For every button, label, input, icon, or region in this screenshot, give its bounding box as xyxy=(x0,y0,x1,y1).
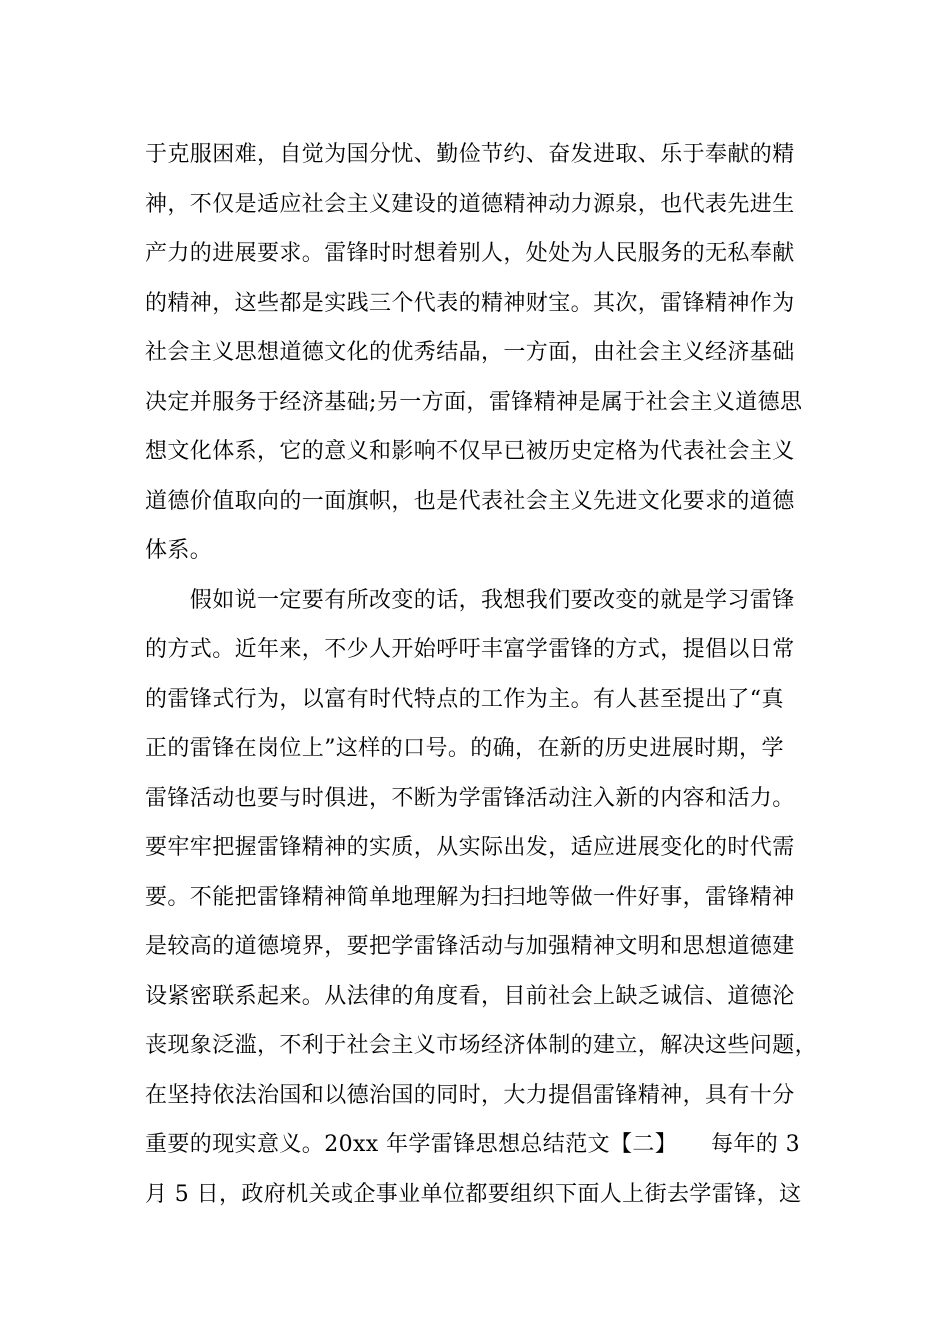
text-line: 社会主义思想道德文化的优秀结晶，一方面，由社会主义经济基础 xyxy=(145,340,795,365)
text-line: 是较高的道德境界，要把学雷锋活动与加强精神文明和思想道德建 xyxy=(145,934,795,959)
text-line: 的精神，这些都是实践三个代表的精神财宝。其次，雷锋精神作为 xyxy=(145,290,795,316)
paragraph-start-line: 假如说一定要有所改变的话，我想我们要改变的就是学习雷锋 xyxy=(145,587,795,613)
text-line: 神，不仅是适应社会主义建设的道德精神动力源泉，也代表先进生 xyxy=(145,191,795,217)
text-line: 要牢牢把握雷锋精神的实质，从实际出发，适应进展变化的时代需 xyxy=(145,835,795,860)
body-text xyxy=(145,130,825,1219)
text-line: 决定并服务于经济基础;另一方面，雷锋精神是属于社会主义道德思 xyxy=(145,389,803,415)
text-line: 雷锋活动也要与时俱进，不断为学雷锋活动注入新的内容和活力。 xyxy=(145,785,795,811)
text-line: 重要的现实意义。20xx 年学雷锋思想总结范文【二】 每年的 3 xyxy=(145,1132,800,1157)
text-line: 的方式。近年来，不少人开始呼吁丰富学雷锋的方式，提倡以日常 xyxy=(145,637,795,662)
text-line: 丧现象泛滥，不利于社会主义市场经济体制的建立，解决这些问题， xyxy=(145,1033,818,1058)
text-line: 产力的进展要求。雷锋时时想着别人，处处为人民服务的无私奉献 xyxy=(145,241,795,266)
text-line: 月 5 日，政府机关或企事业单位都要组织下面人上街去学雷锋，这 xyxy=(145,1181,802,1207)
text-line: 要。不能把雷锋精神简单地理解为扫扫地等做一件好事，雷锋精神 xyxy=(145,884,795,910)
text-line: 想文化体系，它的意义和影响不仅早已被历史定格为代表社会主义 xyxy=(145,439,795,464)
text-line: 于克服困难，自觉为国分忧、勤俭节约、奋发进取、乐于奉献的精 xyxy=(145,142,795,167)
text-line: 体系。 xyxy=(145,538,213,563)
text-line: 在坚持依法治国和以德治国的同时，大力提倡雷锋精神，具有十分 xyxy=(145,1082,795,1108)
text-line: 的雷锋式行为，以富有时代特点的工作为主。有人甚至提出了“真 xyxy=(145,686,784,712)
text-line: 正的雷锋在岗位上”这样的口号。的确，在新的历史进展时期，学 xyxy=(145,736,784,761)
text-line: 设紧密联系起来。从法律的角度看，目前社会上缺乏诚信、道德沦 xyxy=(145,983,795,1009)
text-line: 道德价值取向的一面旗帜，也是代表社会主义先进文化要求的道德 xyxy=(145,488,795,514)
